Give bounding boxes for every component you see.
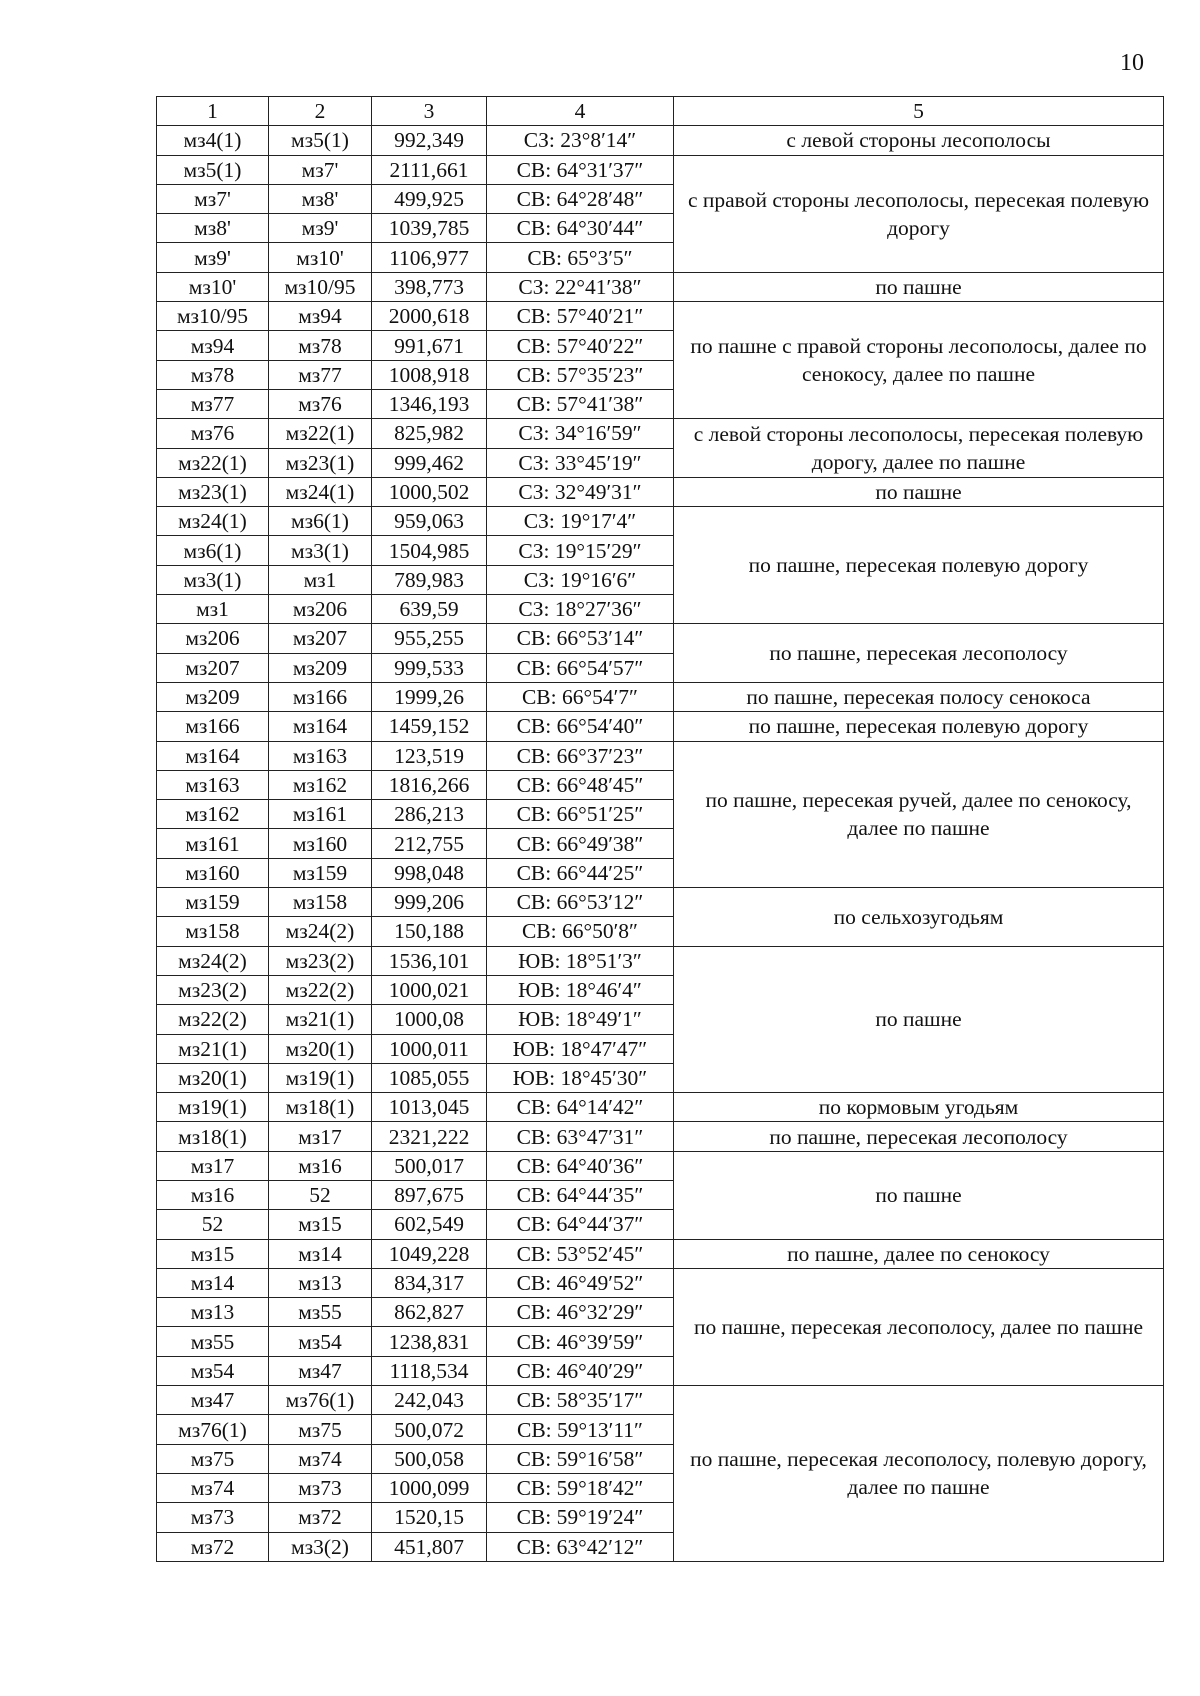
from-point-cell: мз166	[157, 712, 269, 741]
distance-cell: 1085,055	[372, 1063, 487, 1092]
distance-cell: 212,755	[372, 829, 487, 858]
distance-cell: 1008,918	[372, 360, 487, 389]
bearing-cell: СЗ: 23°8′14″	[487, 126, 674, 155]
distance-cell: 999,533	[372, 653, 487, 682]
to-point-cell: мз74	[269, 1444, 372, 1473]
from-point-cell: мз14	[157, 1268, 269, 1297]
from-point-cell: мз163	[157, 770, 269, 799]
table-row	[157, 507, 1164, 536]
bearing-cell: СВ: 57°40′21″	[487, 302, 674, 331]
distance-cell: 1346,193	[372, 389, 487, 418]
bearing-cell: ЮВ: 18°49′1″	[487, 1005, 674, 1034]
distance-cell: 500,072	[372, 1415, 487, 1444]
from-point-cell: мз160	[157, 858, 269, 887]
from-point-cell: мз10/95	[157, 302, 269, 331]
from-point-cell: мз55	[157, 1327, 269, 1356]
table-row	[157, 682, 1164, 711]
to-point-cell: мз15	[269, 1210, 372, 1239]
distance-cell: 1504,985	[372, 536, 487, 565]
distance-cell: 825,982	[372, 419, 487, 448]
to-point-cell: 52	[269, 1180, 372, 1209]
to-point-cell: мз206	[269, 595, 372, 624]
boundary-description-cell: по пашне, пересекая полевую дорогу	[674, 507, 1164, 624]
to-point-cell: мз77	[269, 360, 372, 389]
bearing-cell: СВ: 64°28′48″	[487, 184, 674, 213]
distance-cell: 1000,099	[372, 1473, 487, 1502]
bearing-cell: СВ: 64°44′35″	[487, 1180, 674, 1209]
from-point-cell: мз47	[157, 1386, 269, 1415]
table-row	[157, 272, 1164, 301]
to-point-cell: мз163	[269, 741, 372, 770]
from-point-cell: мз164	[157, 741, 269, 770]
distance-cell: 1000,021	[372, 975, 487, 1004]
distance-cell: 992,349	[372, 126, 487, 155]
from-point-cell: мз18(1)	[157, 1122, 269, 1151]
boundary-description-cell: по кормовым угодьям	[674, 1093, 1164, 1122]
to-point-cell: мз14	[269, 1239, 372, 1268]
distance-cell: 1106,977	[372, 243, 487, 272]
to-point-cell: мз24(2)	[269, 917, 372, 946]
distance-cell: 1013,045	[372, 1093, 487, 1122]
from-point-cell: мз24(2)	[157, 946, 269, 975]
from-point-cell: мз1	[157, 595, 269, 624]
to-point-cell: мз166	[269, 682, 372, 711]
boundary-description-cell: с левой стороны лесополосы	[674, 126, 1164, 155]
table-row	[157, 1268, 1164, 1297]
table-row	[157, 126, 1164, 155]
boundary-description-cell: по пашне	[674, 477, 1164, 506]
bearing-cell: ЮВ: 18°51′3″	[487, 946, 674, 975]
from-point-cell: мз4(1)	[157, 126, 269, 155]
from-point-cell: мз73	[157, 1503, 269, 1532]
bearing-cell: СВ: 46°49′52″	[487, 1268, 674, 1297]
to-point-cell: мз23(2)	[269, 946, 372, 975]
to-point-cell: мз6(1)	[269, 507, 372, 536]
distance-cell: 123,519	[372, 741, 487, 770]
from-point-cell: мз23(2)	[157, 975, 269, 1004]
distance-cell: 1816,266	[372, 770, 487, 799]
distance-cell: 955,255	[372, 624, 487, 653]
from-point-cell: мз206	[157, 624, 269, 653]
from-point-cell: мз158	[157, 917, 269, 946]
distance-cell: 999,206	[372, 888, 487, 917]
distance-cell: 1118,534	[372, 1356, 487, 1385]
from-point-cell: мз161	[157, 829, 269, 858]
distance-cell: 639,59	[372, 595, 487, 624]
from-point-cell: мз77	[157, 389, 269, 418]
bearing-cell: СВ: 59°16′58″	[487, 1444, 674, 1473]
to-point-cell: мз159	[269, 858, 372, 887]
table-row	[157, 946, 1164, 975]
to-point-cell: мз23(1)	[269, 448, 372, 477]
table-row	[157, 1093, 1164, 1122]
column-header: 4	[487, 97, 674, 126]
boundary-description-cell: по пашне	[674, 946, 1164, 1092]
bearing-cell: СВ: 64°30′44″	[487, 214, 674, 243]
from-point-cell: мз10'	[157, 272, 269, 301]
to-point-cell: мз207	[269, 624, 372, 653]
to-point-cell: мз55	[269, 1298, 372, 1327]
boundary-description-cell: по пашне, пересекая лесополосу	[674, 1122, 1164, 1151]
table-row	[157, 1386, 1164, 1415]
distance-cell: 499,925	[372, 184, 487, 213]
from-point-cell: мз19(1)	[157, 1093, 269, 1122]
to-point-cell: мз22(1)	[269, 419, 372, 448]
bearing-cell: СВ: 57°35′23″	[487, 360, 674, 389]
bearing-cell: СВ: 46°32′29″	[487, 1298, 674, 1327]
distance-cell: 2111,661	[372, 155, 487, 184]
from-point-cell: мз5(1)	[157, 155, 269, 184]
distance-cell: 1049,228	[372, 1239, 487, 1268]
table-row	[157, 888, 1164, 917]
from-point-cell: 52	[157, 1210, 269, 1239]
from-point-cell: мз7'	[157, 184, 269, 213]
boundary-description-cell: с левой стороны лесополосы, пересекая полевую дорогу, далее по пашне	[674, 419, 1164, 478]
boundary-description-cell: по пашне, пересекая лесополосу, полевую дорогу, далее по пашне	[674, 1386, 1164, 1562]
bearing-cell: СВ: 64°31′37″	[487, 155, 674, 184]
distance-cell: 451,807	[372, 1532, 487, 1561]
bearing-cell: ЮВ: 18°47′47″	[487, 1034, 674, 1063]
bearing-cell: ЮВ: 18°46′4″	[487, 975, 674, 1004]
bearing-cell: СВ: 64°14′42″	[487, 1093, 674, 1122]
to-point-cell: мз9'	[269, 214, 372, 243]
to-point-cell: мз8'	[269, 184, 372, 213]
bearing-cell: СВ: 66°54′7″	[487, 682, 674, 711]
boundary-description-cell: по пашне	[674, 272, 1164, 301]
to-point-cell: мз5(1)	[269, 126, 372, 155]
distance-cell: 959,063	[372, 507, 487, 536]
table-row	[157, 155, 1164, 184]
bearing-cell: СЗ: 22°41′38″	[487, 272, 674, 301]
column-header: 1	[157, 97, 269, 126]
table-body	[157, 126, 1164, 1562]
distance-cell: 1238,831	[372, 1327, 487, 1356]
from-point-cell: мз78	[157, 360, 269, 389]
to-point-cell: мз75	[269, 1415, 372, 1444]
table-row	[157, 1122, 1164, 1151]
to-point-cell: мз3(2)	[269, 1532, 372, 1561]
to-point-cell: мз1	[269, 565, 372, 594]
bearing-cell: СВ: 65°3′5″	[487, 243, 674, 272]
from-point-cell: мз75	[157, 1444, 269, 1473]
to-point-cell: мз7'	[269, 155, 372, 184]
column-header: 2	[269, 97, 372, 126]
bearing-cell: СВ: 66°48′45″	[487, 770, 674, 799]
boundary-description-cell: по пашне, пересекая полевую дорогу	[674, 712, 1164, 741]
boundary-table	[156, 96, 1164, 1562]
bearing-cell: СЗ: 18°27′36″	[487, 595, 674, 624]
distance-cell: 862,827	[372, 1298, 487, 1327]
bearing-cell: СВ: 63°47′31″	[487, 1122, 674, 1151]
column-header: 5	[674, 97, 1164, 126]
to-point-cell: мз47	[269, 1356, 372, 1385]
bearing-cell: СВ: 57°40′22″	[487, 331, 674, 360]
distance-cell: 897,675	[372, 1180, 487, 1209]
bearing-cell: СВ: 66°54′40″	[487, 712, 674, 741]
bearing-cell: СВ: 66°54′57″	[487, 653, 674, 682]
boundary-description-cell: с правой стороны лесополосы, пересекая полевую дорогу	[674, 155, 1164, 272]
from-point-cell: мз162	[157, 800, 269, 829]
bearing-cell: СВ: 46°40′29″	[487, 1356, 674, 1385]
bearing-cell: СЗ: 32°49′31″	[487, 477, 674, 506]
from-point-cell: мз94	[157, 331, 269, 360]
from-point-cell: мз21(1)	[157, 1034, 269, 1063]
to-point-cell: мз24(1)	[269, 477, 372, 506]
bearing-cell: СВ: 66°51′25″	[487, 800, 674, 829]
distance-cell: 999,462	[372, 448, 487, 477]
table-row	[157, 1239, 1164, 1268]
distance-cell: 991,671	[372, 331, 487, 360]
bearing-cell: СЗ: 19°16′6″	[487, 565, 674, 594]
to-point-cell: мз72	[269, 1503, 372, 1532]
distance-cell: 602,549	[372, 1210, 487, 1239]
to-point-cell: мз18(1)	[269, 1093, 372, 1122]
distance-cell: 1459,152	[372, 712, 487, 741]
bearing-cell: СВ: 63°42′12″	[487, 1532, 674, 1561]
from-point-cell: мз16	[157, 1180, 269, 1209]
distance-cell: 1999,26	[372, 682, 487, 711]
bearing-cell: СВ: 57°41′38″	[487, 389, 674, 418]
bearing-cell: СВ: 66°49′38″	[487, 829, 674, 858]
from-point-cell: мз9'	[157, 243, 269, 272]
table-row	[157, 1151, 1164, 1180]
from-point-cell: мз20(1)	[157, 1063, 269, 1092]
distance-cell: 1039,785	[372, 214, 487, 243]
from-point-cell: мз8'	[157, 214, 269, 243]
bearing-cell: СВ: 64°40′36″	[487, 1151, 674, 1180]
distance-cell: 242,043	[372, 1386, 487, 1415]
from-point-cell: мз72	[157, 1532, 269, 1561]
distance-cell: 2321,222	[372, 1122, 487, 1151]
to-point-cell: мз10'	[269, 243, 372, 272]
bearing-cell: СВ: 53°52′45″	[487, 1239, 674, 1268]
distance-cell: 1536,101	[372, 946, 487, 975]
bearing-cell: СВ: 58°35′17″	[487, 1386, 674, 1415]
table-row	[157, 712, 1164, 741]
to-point-cell: мз158	[269, 888, 372, 917]
bearing-cell: СВ: 66°53′14″	[487, 624, 674, 653]
from-point-cell: мз207	[157, 653, 269, 682]
table-row	[157, 419, 1164, 448]
to-point-cell: мз161	[269, 800, 372, 829]
page-number: 10	[1120, 50, 1144, 76]
to-point-cell: мз160	[269, 829, 372, 858]
bearing-cell: СЗ: 19°17′4″	[487, 507, 674, 536]
to-point-cell: мз21(1)	[269, 1005, 372, 1034]
distance-cell: 1000,08	[372, 1005, 487, 1034]
from-point-cell: мз159	[157, 888, 269, 917]
to-point-cell: мз209	[269, 653, 372, 682]
from-point-cell: мз22(1)	[157, 448, 269, 477]
boundary-description-cell: по пашне	[674, 1151, 1164, 1239]
from-point-cell: мз74	[157, 1473, 269, 1502]
bearing-cell: СВ: 66°50′8″	[487, 917, 674, 946]
to-point-cell: мз76(1)	[269, 1386, 372, 1415]
distance-cell: 398,773	[372, 272, 487, 301]
from-point-cell: мз23(1)	[157, 477, 269, 506]
from-point-cell: мз6(1)	[157, 536, 269, 565]
to-point-cell: мз76	[269, 389, 372, 418]
from-point-cell: мз54	[157, 1356, 269, 1385]
to-point-cell: мз94	[269, 302, 372, 331]
from-point-cell: мз76	[157, 419, 269, 448]
bearing-cell: СВ: 66°44′25″	[487, 858, 674, 887]
boundary-description-cell: по сельхозугодьям	[674, 888, 1164, 947]
to-point-cell: мз162	[269, 770, 372, 799]
bearing-cell: СВ: 59°13′11″	[487, 1415, 674, 1444]
bearing-cell: СВ: 64°44′37″	[487, 1210, 674, 1239]
bearing-cell: СВ: 66°53′12″	[487, 888, 674, 917]
to-point-cell: мз54	[269, 1327, 372, 1356]
to-point-cell: мз73	[269, 1473, 372, 1502]
to-point-cell: мз20(1)	[269, 1034, 372, 1063]
table-row	[157, 741, 1164, 770]
bearing-cell: ЮВ: 18°45′30″	[487, 1063, 674, 1092]
to-point-cell: мз78	[269, 331, 372, 360]
from-point-cell: мз3(1)	[157, 565, 269, 594]
to-point-cell: мз164	[269, 712, 372, 741]
distance-cell: 789,983	[372, 565, 487, 594]
distance-cell: 1000,011	[372, 1034, 487, 1063]
to-point-cell: мз3(1)	[269, 536, 372, 565]
from-point-cell: мз17	[157, 1151, 269, 1180]
distance-cell: 998,048	[372, 858, 487, 887]
boundary-description-cell: по пашне, пересекая лесополосу	[674, 624, 1164, 683]
boundary-description-cell: по пашне, пересекая лесополосу, далее по пашне	[674, 1268, 1164, 1385]
boundary-description-cell: по пашне, далее по сенокосу	[674, 1239, 1164, 1268]
to-point-cell: мз16	[269, 1151, 372, 1180]
distance-cell: 834,317	[372, 1268, 487, 1297]
to-point-cell: мз19(1)	[269, 1063, 372, 1092]
distance-cell: 1000,502	[372, 477, 487, 506]
from-point-cell: мз22(2)	[157, 1005, 269, 1034]
bearing-cell: СЗ: 33°45′19″	[487, 448, 674, 477]
bearing-cell: СЗ: 19°15′29″	[487, 536, 674, 565]
column-header: 3	[372, 97, 487, 126]
distance-cell: 286,213	[372, 800, 487, 829]
to-point-cell: мз17	[269, 1122, 372, 1151]
boundary-description-cell: по пашне, пересекая ручей, далее по сенокосу, далее по пашне	[674, 741, 1164, 887]
table-row	[157, 477, 1164, 506]
boundary-description-cell: по пашне с правой стороны лесополосы, далее по сенокосу, далее по пашне	[674, 302, 1164, 419]
distance-cell: 2000,618	[372, 302, 487, 331]
header-row	[157, 97, 1164, 126]
bearing-cell: СВ: 59°19′24″	[487, 1503, 674, 1532]
table-row	[157, 624, 1164, 653]
bearing-cell: СВ: 46°39′59″	[487, 1327, 674, 1356]
distance-cell: 150,188	[372, 917, 487, 946]
to-point-cell: мз13	[269, 1268, 372, 1297]
from-point-cell: мз15	[157, 1239, 269, 1268]
from-point-cell: мз209	[157, 682, 269, 711]
bearing-cell: СЗ: 34°16′59″	[487, 419, 674, 448]
to-point-cell: мз10/95	[269, 272, 372, 301]
from-point-cell: мз13	[157, 1298, 269, 1327]
bearing-cell: СВ: 59°18′42″	[487, 1473, 674, 1502]
from-point-cell: мз24(1)	[157, 507, 269, 536]
distance-cell: 500,017	[372, 1151, 487, 1180]
table-row	[157, 302, 1164, 331]
distance-cell: 1520,15	[372, 1503, 487, 1532]
bearing-cell: СВ: 66°37′23″	[487, 741, 674, 770]
distance-cell: 500,058	[372, 1444, 487, 1473]
boundary-description-cell: по пашне, пересекая полосу сенокоса	[674, 682, 1164, 711]
from-point-cell: мз76(1)	[157, 1415, 269, 1444]
to-point-cell: мз22(2)	[269, 975, 372, 1004]
